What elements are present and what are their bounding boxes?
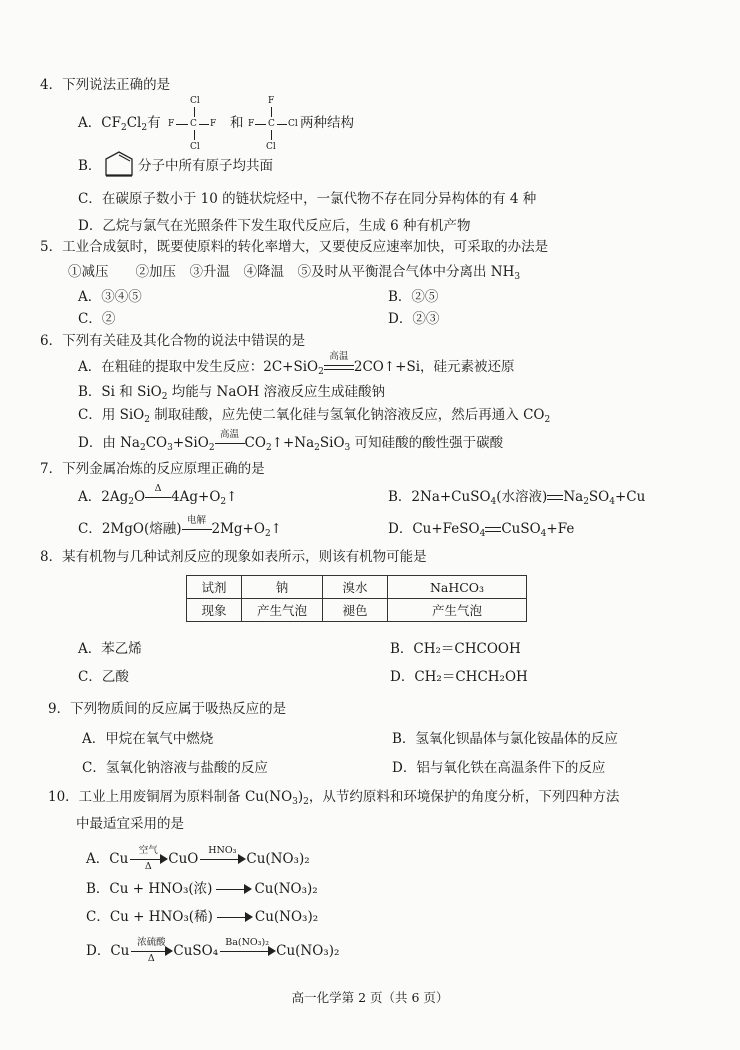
atom-c: C: [190, 119, 197, 129]
q7-stem: 7．下列金属冶炼的反应原理正确的是: [40, 461, 265, 477]
q10-option-b: B．Cu + HNO₃(浓) Cu(NO₃)₂: [86, 881, 318, 897]
q5-choices: ①减压 ②加压 ③升温 ④降温 ⑤及时从平衡混合气体中分离出 $NH_3$: [68, 264, 521, 282]
table-cell: NaHCO₃: [388, 576, 527, 599]
q5-stem: 5．工业合成氨时，既要使原料的转化率增大，又要使反应速率加快，可采取的办法是: [40, 239, 549, 255]
reagent-hno3: HNO₃: [208, 845, 237, 856]
q6-stem: 6．下列有关硅及其化合物的说法中错误的是: [40, 333, 306, 349]
atom-cl-right: Cl: [288, 119, 298, 129]
table-cell: 现象: [187, 599, 242, 622]
q8-option-b: B．CH₂＝CHCOOH: [390, 641, 521, 657]
table-row: [187, 576, 527, 599]
atom-f-left: F: [168, 119, 175, 129]
condition-heat: Δ: [147, 953, 155, 964]
q9-option-a: A．甲烷在氧气中燃烧: [82, 731, 214, 747]
reaction-table: [186, 575, 527, 622]
condition-heat: Δ: [144, 861, 152, 872]
q6-option-a: A．在粗硅的提取中发生反应：2C+SiO$_2$ 高温 2CO↑+Si，硅元素被还原: [78, 351, 515, 377]
condition-high-temp: 高温: [220, 429, 240, 440]
q8-option-d: D．CH₂＝CHCH₂OH: [390, 669, 528, 685]
q4-option-b-text: 分子中所有原子均共面: [138, 158, 273, 174]
table-cell: 产生气泡: [388, 599, 527, 622]
q7-option-a: A．$2Ag_2O$ Δ $4Ag+O_2↑$: [78, 483, 238, 507]
reagent-conc-sulfuric: 浓硫酸: [137, 937, 166, 948]
table-row: [187, 599, 527, 622]
table-cell: 试剂: [187, 576, 242, 599]
q5-option-a: A．③④⑤: [78, 289, 142, 305]
q8-option-c: C．乙酸: [78, 669, 129, 685]
q6-option-c: C．用 SiO$_2$ 制取硅酸，应先使二氧化硅与氢氧化钠溶液反应，然后再通入 $CO_2$: [78, 407, 551, 425]
q6-option-b: B．Si 和 SiO$_2$ 均能与 NaOH 溶液反应生成硅酸钠: [78, 384, 386, 402]
q7-option-d: D．Cu+FeSO$_4$ CuSO$_4$+Fe: [388, 521, 575, 539]
q4-stem: 4．下列说法正确的是: [40, 77, 171, 93]
atom-f-top: F: [268, 96, 275, 106]
q7-option-b: B．2Na+CuSO$_4$(水溶液) $Na_2SO_4+Cu$: [388, 489, 646, 507]
table-cell: 褪色: [323, 599, 388, 622]
reagent-barium-nitrate: Ba(NO₃)₂: [225, 937, 270, 948]
q4-option-a: A．$CF_2Cl_2$有: [78, 115, 161, 133]
q9-option-b: B．氢氧化钡晶体与氯化铵晶体的反应: [392, 731, 618, 747]
q4-option-d: D．乙烷与氯气在光照条件下发生取代反应后，生成 6 种有机产物: [78, 218, 471, 234]
q9-option-c: C．氢氧化钠溶液与盐酸的反应: [82, 760, 268, 776]
atom-c: C: [268, 119, 275, 129]
q8-option-a: A．苯乙烯: [78, 641, 142, 657]
page-footer: 高一化学第 2 页（共 6 页）: [291, 990, 449, 1005]
atom-cl-bottom: Cl: [266, 142, 276, 152]
q8-stem: 8．某有机物与几种试剂反应的现象如表所示，则该有机物可能是: [40, 549, 427, 565]
q10-option-d: D．Cu 浓硫酸 Δ CuSO₄ Ba(NO₃)₂ Cu(NO₃)₂: [86, 937, 340, 964]
atom-cl-top: Cl: [190, 96, 200, 106]
q5-option-b: B．②⑤: [388, 289, 439, 305]
q4-option-b: B．: [78, 158, 102, 174]
condition-heat: Δ: [154, 483, 162, 494]
condition-electrolysis: 电解: [186, 515, 206, 526]
condition-high-temp: 高温: [329, 351, 349, 362]
q4-option-a-end: 两种结构: [300, 115, 354, 131]
q5-option-d: D．②③: [388, 311, 440, 327]
q7-option-c: C．2MgO(熔融) 电解 $2Mg+O_2↑$: [78, 515, 282, 539]
q6-option-d: D．由 $Na_2CO_3+SiO_2$ 高温 $CO_2↑+Na_2SiO_3$ 可知硅酸的酸性强于碳酸: [78, 429, 504, 453]
q10-stem-cont: 中最适宜采用的是: [76, 816, 184, 832]
atom-f-right: F: [210, 119, 217, 129]
q4-option-c: C．在碳原子数小于 10 的链状烷烃中，一氯代物不存在同分异构体的有 4 种: [78, 191, 537, 207]
table-cell: 钠: [242, 576, 323, 599]
table-cell: 溴水: [323, 576, 388, 599]
q9-stem: 9．下列物质间的反应属于吸热反应的是: [48, 701, 287, 717]
q10-option-c: C．Cu + HNO₃(稀) Cu(NO₃)₂: [86, 909, 319, 925]
cyclohexene-icon: [102, 149, 136, 179]
q10-option-a: A．Cu 空气 Δ CuO HNO₃ Cu(NO₃)₂: [86, 845, 310, 872]
atom-cl-bottom: Cl: [190, 142, 200, 152]
q5-option-c: C．②: [78, 311, 116, 327]
q10-stem: 10．工业上用废铜屑为原料制备 $Cu(NO_3)_2$，从节约原料和环境保护的角度分析，下列四种方法: [48, 789, 620, 807]
q4-option-a-and: 和: [230, 115, 244, 131]
condition-air: 空气: [138, 845, 158, 856]
q9-option-d: D．铝与氧化铁在高温条件下的反应: [392, 760, 606, 776]
table-cell: 产生气泡: [242, 599, 323, 622]
atom-f-left: F: [248, 119, 255, 129]
